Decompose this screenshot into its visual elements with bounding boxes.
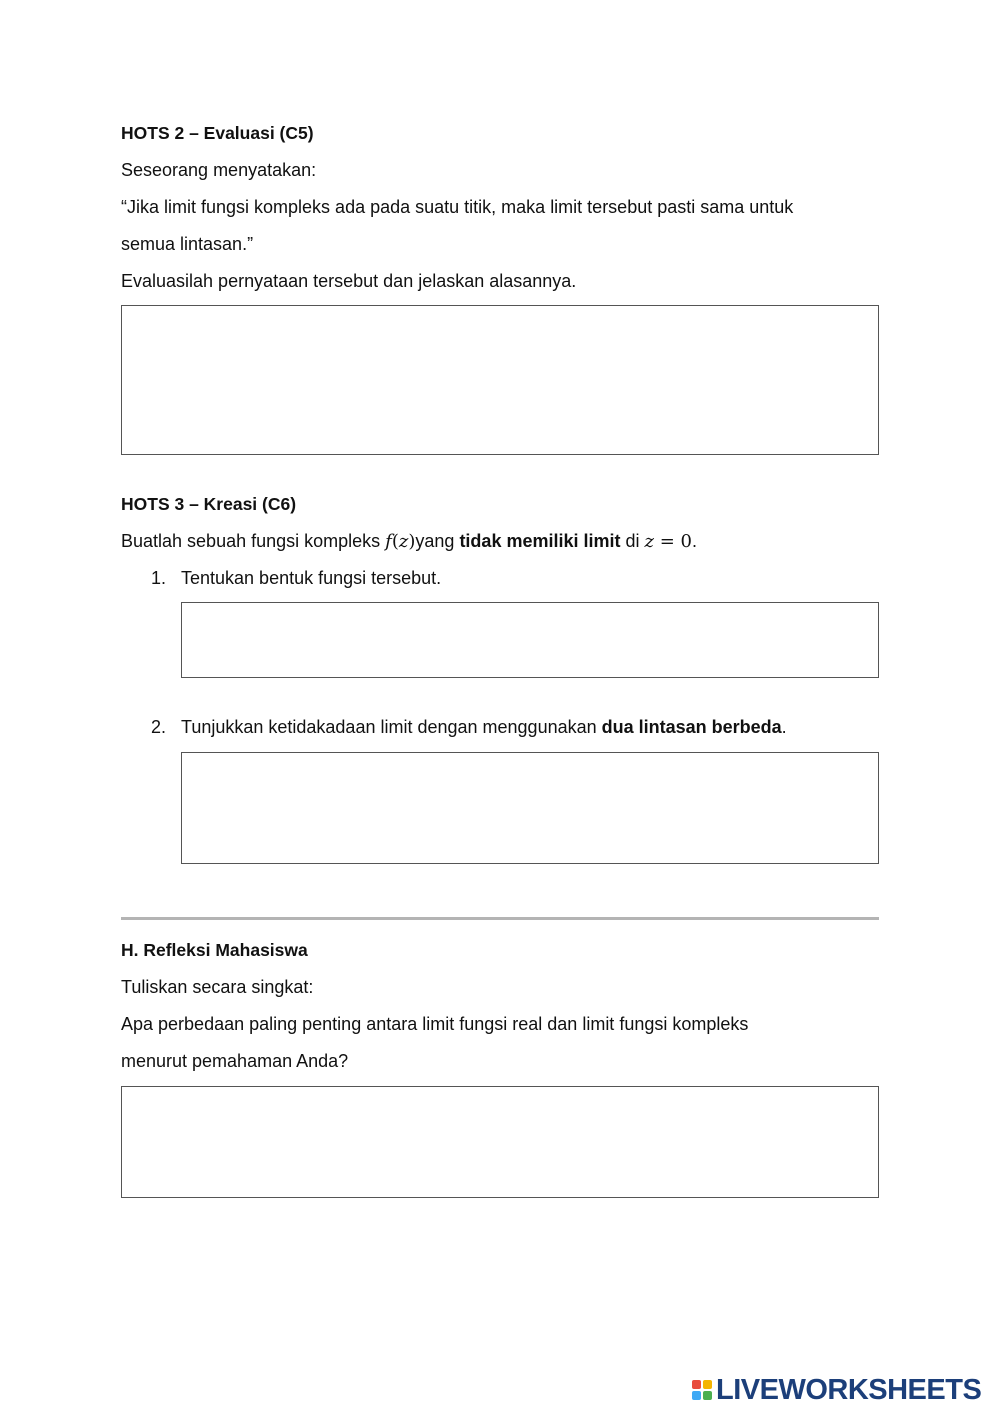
- hots3-prompt-start: Buatlah sebuah fungsi kompleks: [121, 531, 386, 551]
- item2-text-end: .: [781, 717, 787, 737]
- paren-close: ): [408, 531, 416, 552]
- hots3-prompt-bold: tidak memiliki limit: [459, 531, 621, 551]
- item1-answer-input[interactable]: [182, 603, 878, 677]
- paren-open: (: [391, 531, 399, 552]
- logo-tiles-icon: [692, 1380, 712, 1400]
- variable-z: z: [398, 531, 409, 552]
- variable-z-2: z: [644, 531, 654, 552]
- hots2-answer-input[interactable]: [122, 306, 878, 454]
- section-divider: [121, 917, 879, 920]
- hots3-prompt-yang: yang: [415, 531, 460, 551]
- item2-text: [181, 715, 787, 739]
- hots2-instruction: Evaluasilah pernyataan tersebut dan jelaskan alasannya.: [121, 271, 577, 291]
- refleksi-question-line1: Apa perbedaan paling penting antara limit fungsi real dan limit fungsi kompleks: [121, 1014, 749, 1034]
- hots3-prompt: [121, 529, 697, 554]
- item2-answer-input[interactable]: [182, 753, 878, 863]
- hots3-prompt-end: .: [691, 531, 697, 551]
- hots3-prompt-di: di: [620, 531, 645, 551]
- function-f: f: [385, 531, 392, 552]
- equals-zero: = 0: [654, 531, 692, 552]
- refleksi-answer-box[interactable]: [121, 1086, 879, 1198]
- item1-text: Tentukan bentuk fungsi tersebut.: [181, 568, 442, 588]
- logo-tile: [703, 1391, 712, 1400]
- liveworksheets-logo[interactable]: [692, 1374, 981, 1406]
- refleksi-answer-input[interactable]: [122, 1087, 878, 1197]
- hots2-intro: Seseorang menyatakan:: [121, 160, 317, 180]
- hots2-quote-line2: semua lintasan.”: [121, 234, 254, 254]
- hots3-title: HOTS 3 – Kreasi (C6): [121, 494, 297, 514]
- item1-number: 1.: [151, 568, 167, 588]
- hots2-title: HOTS 2 – Evaluasi (C5): [121, 123, 314, 143]
- item2-text-bold: dua lintasan berbeda: [601, 717, 782, 737]
- logo-tile: [692, 1380, 701, 1389]
- refleksi-question-line2: menurut pemahaman Anda?: [121, 1051, 349, 1071]
- item2-answer-box[interactable]: [181, 752, 879, 864]
- logo-tile: [703, 1380, 712, 1389]
- item2-text-start: Tunjukkan ketidakadaan limit dengan menggunakan: [181, 717, 602, 737]
- hots2-answer-box[interactable]: [121, 305, 879, 455]
- item1-answer-box[interactable]: [181, 602, 879, 678]
- item2-number: 2.: [151, 717, 167, 737]
- refleksi-title: H. Refleksi Mahasiswa: [121, 940, 308, 960]
- hots2-quote-line1: “Jika limit fungsi kompleks ada pada suatu titik, maka limit tersebut pasti sama untuk: [121, 197, 794, 217]
- refleksi-intro: Tuliskan secara singkat:: [121, 977, 314, 997]
- logo-text: LIVEWORKSHEETS: [716, 1373, 982, 1406]
- logo-tile: [692, 1391, 701, 1400]
